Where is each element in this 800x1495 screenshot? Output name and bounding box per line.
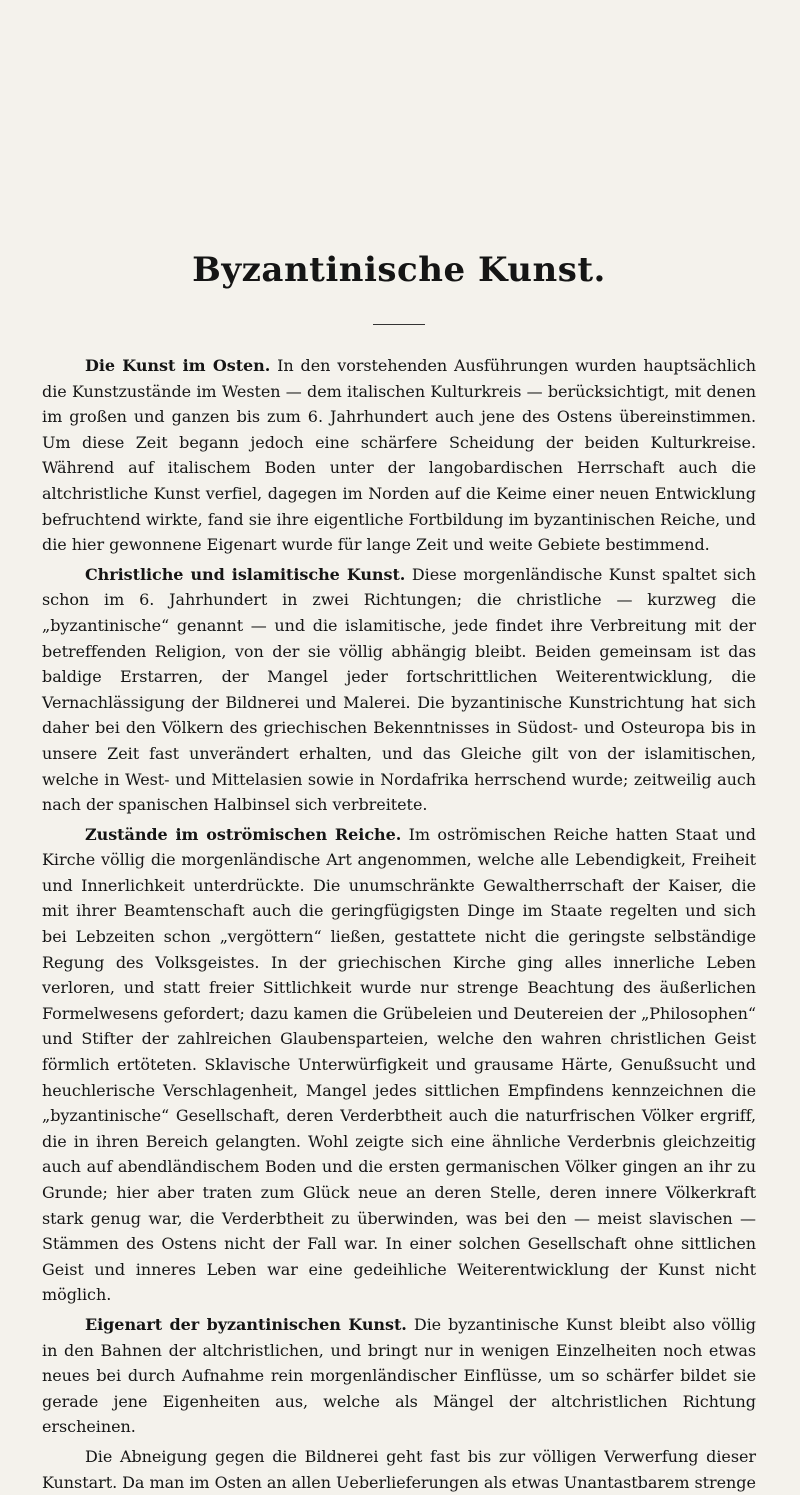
section-heading: Zustände im oströmischen Reiche. (85, 824, 402, 844)
paragraph-abneigung-bildnerei: Die Abneigung gegen die Bildnerei geht fast bis zur völligen Verwerfung dieser Kunstart. Da man im Osten an allen Ueberlieferungen als etwas Unantastbarem strenge (42, 1446, 756, 1492)
section-text: Diese morgenländische Kunst spaltet sich schon im 6. Jahrhundert in zwei Richtungen; die christliche — kurzweg die „byzantinische“ genannt — und die islamitische, jede findet ihre Verbreitung mit der betreffenden Religion, von der sie völlig abhängig bleibt. Beiden gemeinsam ist das baldige Erstarren, der Mangel jeder fortschrittlichen Weiterentwicklung, die Vernachlässigung der Bildnerei und Malerei. Die byzantinische Kunstrichtung hat sich daher bei den Völkern des griechischen Bekenntnisses in Südost- und Osteuropa bis in unsere Zeit fast unverändert erhalten, und das Gleiche gilt von der islamitischen, welche in West- und Mittelasien sowie in Nordafrika herrschend wurde; zeitweilig auch nach der spanischen Halbinsel sich verbreitete. (42, 564, 756, 815)
section-text: In den vorstehenden Ausführungen wurden hauptsächlich die Kunstzustände im Westen — dem italischen Kulturkreis — berücksichtigt, mit denen im großen und ganzen bis zum 6. Jahrhundert auch jene des Ostens übereinstimmen. Um diese Zeit begann jedoch eine schärfere Scheidung der beiden Kulturkreise. Während auf italischem Boden unter der langobardischen Herrschaft auch die altchristliche Kunst verfiel, dagegen im Norden auf die Keime einer neuen Entwicklung befruchtend wirkte, fand sie ihre eigentliche Fortbildung im byzantinischen Reiche, und die hier gewonnene Eigenart wurde für lange Zeit und weite Gebiete bestimmend. (42, 356, 757, 555)
paragraph-eigenart-byzantinische-kunst (42, 1312, 756, 1440)
section-text: Die byzantinische Kunst bleibt also völlig in den Bahnen der altchristlichen, und bringt nur in wenigen Einzelheiten noch etwas neues bei durch Aufnahme rein morgenländischer Einflüsse, um so schärfer bildet sie gerade jene Eigenheiten aus, welche als Mängel der altchristlichen Richtung erscheinen. (42, 1314, 756, 1437)
section-heading: Christliche und islamitische Kunst. (85, 564, 406, 584)
section-heading: Die Kunst im Osten. (85, 356, 271, 375)
title-divider (373, 324, 425, 325)
paragraph-zustaende-oestroemisches-reich (42, 822, 756, 1308)
page-title: Byzantinische Kunst. (192, 250, 606, 290)
paragraph-kunst-im-osten (42, 353, 756, 558)
paragraph-christliche-islamitische-kunst (42, 562, 756, 818)
section-heading: Eigenart der byzantinischen Kunst. (85, 1314, 407, 1334)
section-text: Im oströmischen Reiche hatten Staat und Kirche völlig die morgenländische Art angenommen, welche alle Lebendigkeit, Freiheit und Innerlichkeit unterdrückte. Die unumschränkte Gewaltherrschaft der Kaiser, die mit ihrer Beamtenschaft auch die geringfügigsten Dinge im Staate regelten und sich bei Lebzeiten schon „vergöttern“ ließen, gestattete nicht die geringste selbständige Regung des Volksgeistes. In der griechischen Kirche ging alles innerliche Leben verloren, und statt freier Sittlichkeit wurde nur strenge Beachtung des äußerlichen Formelwesens gefordert; dazu kamen die Grübeleien und Deutereien der „Philosophen“ und Stifter der zahlreichen Glaubensparteien, welche den wahren christlichen Geist förmlich ertöteten. Sklavische Unterwürfigkeit und grausame Härte, Genußsucht und heuchlerische Verschlagenheit, Mangel jedes sittlichen Empfindens kennzeichnen die „byzantinische“ Gesellschaft, deren Verderbtheit auch die naturfrischen Völker ergriff, die in ihren Bereich gelangten. Wohl zeigte sich eine ähnliche Verderbnis gleichzeitig auch auf abendländischem Boden und die ersten germanischen Völker gingen an ihr zu Grunde; hier aber traten zum Glück neue an deren Stelle, deren innere Völkerkraft stark genug war, die Verderbtheit zu überwinden, was bei den — meist slavischen — Stämmen des Ostens nicht der Fall war. In einer solchen Gesellschaft ohne sittlichen Geist und inneres Leben war eine gedeihliche Weiterentwicklung der Kunst nicht möglich. (42, 824, 756, 1305)
